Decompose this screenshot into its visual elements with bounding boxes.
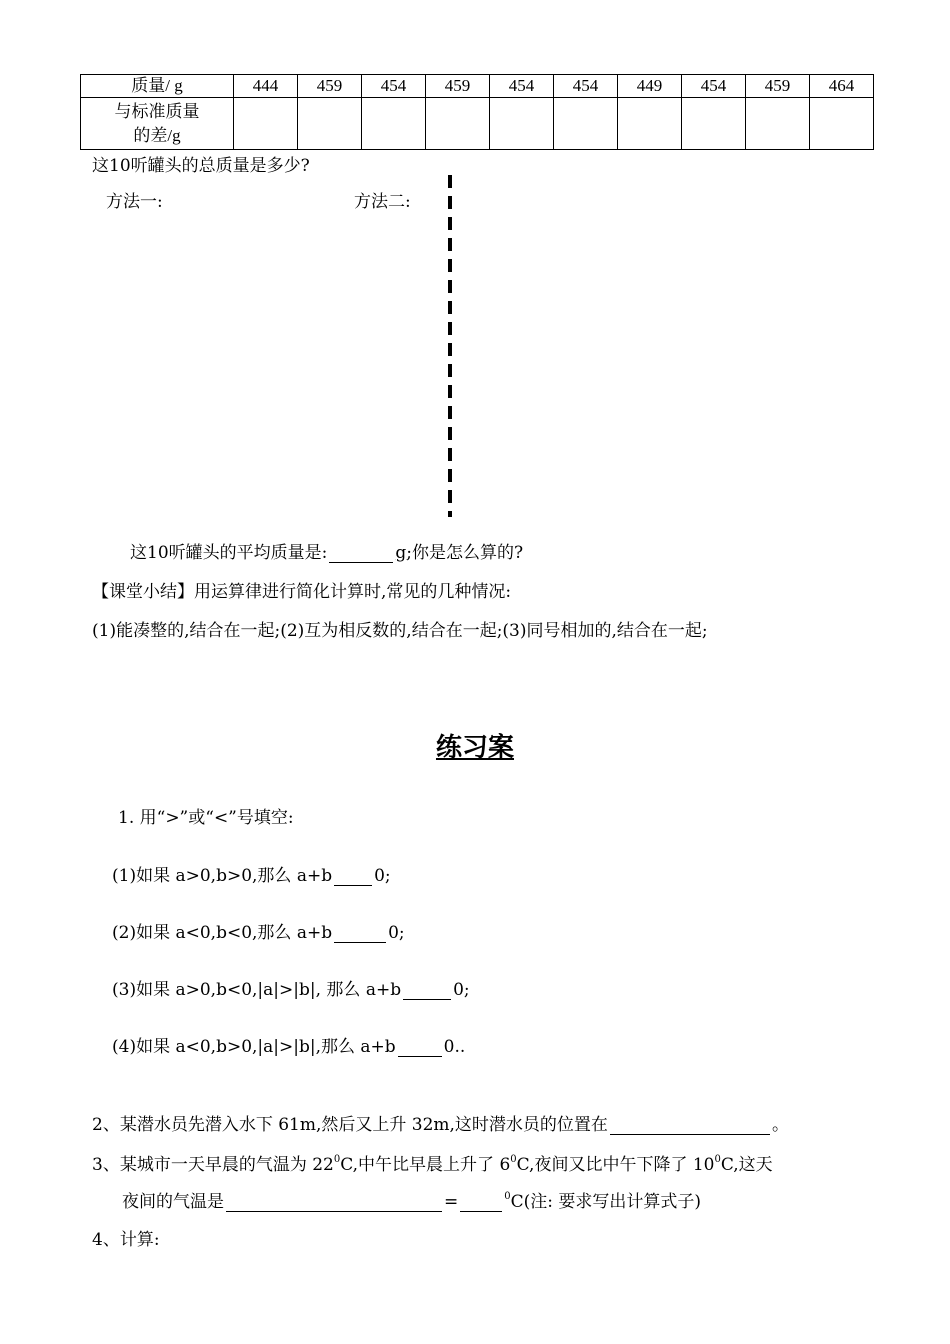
q3-text: 夜间的气温是: [122, 1192, 224, 1212]
cell-mass: 454: [362, 75, 426, 98]
degree-mark: 0: [714, 1154, 721, 1165]
cell-mass: 459: [426, 75, 490, 98]
q1-item-4: [112, 1037, 465, 1057]
cell-mass: 454: [490, 75, 554, 98]
q1-item-1: [112, 866, 391, 886]
table-row: [81, 98, 874, 150]
q3-equals: =: [444, 1192, 459, 1212]
q1-item-text: (4)如果 a<0,b>0,|a|>|b|,那么 a+b: [112, 1037, 396, 1057]
row-header-mass: 质量/ g: [81, 75, 234, 98]
cell-diff[interactable]: [554, 98, 618, 150]
average-prefix: 这10听罐头的平均质量是:: [130, 543, 328, 563]
q1-blank-4[interactable]: [398, 1038, 442, 1057]
q2-blank[interactable]: [610, 1116, 770, 1135]
mass-table: [80, 74, 874, 150]
cell-mass: 459: [746, 75, 810, 98]
q1-item-2: [112, 923, 405, 943]
cell-diff[interactable]: [362, 98, 426, 150]
cell-diff[interactable]: [234, 98, 298, 150]
q2-end: 。: [771, 1115, 789, 1135]
cell-mass: 454: [682, 75, 746, 98]
cell-diff[interactable]: [618, 98, 682, 150]
cell-mass: 454: [554, 75, 618, 98]
average-blank[interactable]: [329, 544, 393, 563]
class-summary: 【课堂小结】用运算律进行简化计算时,常见的几种情况:: [92, 582, 512, 602]
q3-line-1: [92, 1154, 773, 1175]
cell-mass: 459: [298, 75, 362, 98]
q1-item-end: 0;: [374, 866, 391, 886]
q4: 4、计算:: [92, 1230, 160, 1250]
summary-cases: (1)能凑整的,结合在一起;(2)互为相反数的,结合在一起;(3)同号相加的,结合在一起;: [92, 621, 708, 641]
average-unit: g: [395, 543, 407, 563]
q1-item-text: (2)如果 a<0,b<0,那么 a+b: [112, 923, 333, 943]
method-one-label: 方法一:: [106, 192, 163, 212]
degree-mark: 0: [510, 1154, 517, 1165]
q1-blank-1[interactable]: [334, 867, 372, 886]
q1-intro: 1. 用“>”或“<”号填空:: [118, 808, 294, 828]
degree-mark: 0: [333, 1154, 341, 1165]
row-header-diff: [81, 98, 234, 150]
q1-item-end: 0;: [388, 923, 405, 943]
average-suffix: ;你是怎么算的?: [406, 543, 524, 563]
q1-item-end: 0;: [453, 980, 470, 1000]
cell-mass: 449: [618, 75, 682, 98]
cell-mass: 444: [234, 75, 298, 98]
method-two-label: 方法二:: [354, 192, 411, 212]
question-total: 这10听罐头的总质量是多少?: [92, 156, 310, 176]
degree-mark: 0: [504, 1191, 511, 1202]
cell-diff[interactable]: [746, 98, 810, 150]
table-row: [81, 75, 874, 98]
cell-mass: 464: [810, 75, 874, 98]
q1-blank-3[interactable]: [403, 981, 451, 1000]
row-header-diff-text: 与标准质量的差/g: [114, 101, 200, 145]
q1-item-text: (3)如果 a>0,b<0,|a|>|b|, 那么 a+b: [112, 980, 402, 1000]
q1-item-text: (1)如果 a>0,b>0,那么 a+b: [112, 866, 333, 886]
dashed-divider: [448, 175, 452, 517]
q3-blank-result[interactable]: [460, 1193, 502, 1212]
q3-text: C,中午比早晨上升了 6: [340, 1155, 511, 1175]
q1-blank-2[interactable]: [334, 924, 386, 943]
q3-text: C(注: 要求写出计算式子): [510, 1192, 702, 1212]
q2: [92, 1115, 789, 1135]
q1-item-end: 0..: [443, 1037, 466, 1057]
cell-diff[interactable]: [298, 98, 362, 150]
cell-diff[interactable]: [810, 98, 874, 150]
cell-diff[interactable]: [426, 98, 490, 150]
average-question: [130, 543, 523, 563]
q2-text: 2、某潜水员先潜入水下 61m,然后又上升 32m,这时潜水员的位置在: [92, 1115, 608, 1135]
q3-text: C,这天: [720, 1155, 773, 1175]
q3-line-2: [122, 1191, 701, 1212]
q1-item-3: [112, 980, 470, 1000]
q3-text: C,夜间又比中午下降了 10: [516, 1155, 715, 1175]
q3-text: 3、某城市一天早晨的气温为 22: [92, 1155, 334, 1175]
cell-diff[interactable]: [490, 98, 554, 150]
cell-diff[interactable]: [682, 98, 746, 150]
practice-title: 练习案: [435, 733, 514, 763]
q3-blank-expression[interactable]: [226, 1193, 442, 1212]
